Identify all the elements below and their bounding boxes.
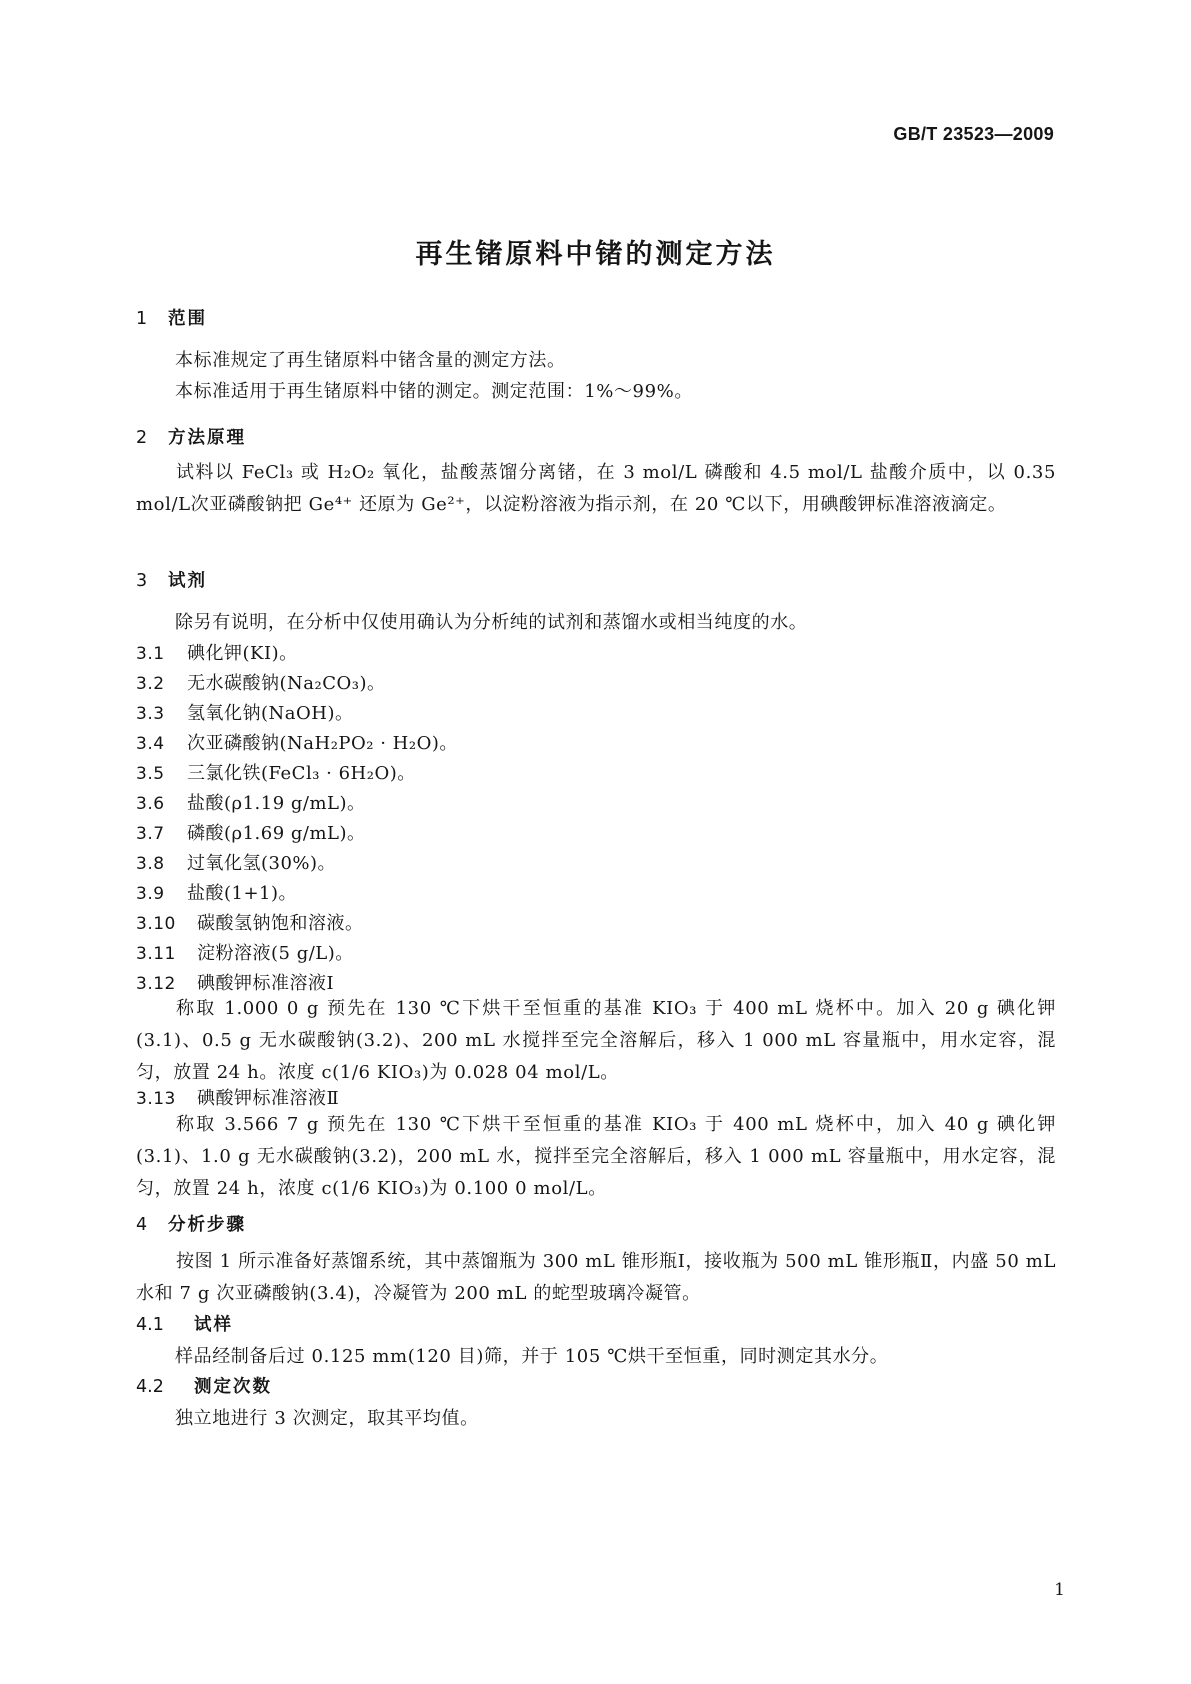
subsection-number: 4.2 [136, 1377, 164, 1397]
kio3-solution-2-description: 称取 3.566 7 g 预先在 130 ℃下烘干至恒重的基准 KIO₃ 于 400 mL 烧杯中，加入 40 g 碘化钾(3.1)、1.0 g 无水碳酸钠(3.2)，200 mL 水，搅拌至完全溶解后，移入 1 000 mL 容量瓶中，用水定容，混匀，放置 24 h，浓度 c(1/6 KIO₃)为 0.100 0 mol/L。 [136, 1114, 1056, 1199]
reagent-item [136, 969, 334, 995]
reagent-item [136, 909, 364, 935]
reagent-number: 3.5 [136, 764, 165, 784]
sample-paragraph: 样品经制备后过 0.125 mm(120 目)筛，并于 105 ℃烘干至恒重，同时测定其水分。 [175, 1346, 889, 1367]
scope-paragraph-1: 本标准规定了再生锗原料中锗含量的测定方法。 [175, 350, 566, 371]
reagent-text: 淀粉溶液(5 g/L)。 [197, 943, 354, 964]
subsection-number: 4.1 [136, 1315, 164, 1335]
reagent-item [136, 939, 354, 965]
reagent-number: 3.10 [136, 914, 176, 934]
subsection-title: 试样 [194, 1315, 233, 1335]
determinations-paragraph: 独立地进行 3 次测定，取其平均值。 [175, 1408, 479, 1429]
reagent-text: 碘酸钾标准溶液Ⅰ [197, 973, 335, 994]
reagent-item [136, 759, 416, 785]
reagent-text: 氢氧化钠(NaOH)。 [187, 703, 354, 724]
reagent-text: 盐酸(1+1)。 [187, 883, 298, 904]
reagent-text: 碘酸钾标准溶液Ⅱ [197, 1088, 340, 1109]
reagent-number: 3.8 [136, 854, 165, 874]
reagent-text: 过氧化氢(30%)。 [187, 853, 337, 874]
reagent-number: 3.11 [136, 944, 176, 964]
analysis-intro-paragraph: 按图 1 所示准备好蒸馏系统，其中蒸馏瓶为 300 mL 锥形瓶Ⅰ，接收瓶为 500 mL 锥形瓶Ⅱ，内盛 50 mL水和 7 g 次亚磷酸钠(3.4)，冷凝管为 200 mL 的蛇型玻璃冷凝管。 [136, 1251, 1056, 1304]
reagent-number: 3.3 [136, 704, 165, 724]
scope-paragraph-2: 本标准适用于再生锗原料中锗的测定。测定范围：1%～99%。 [175, 381, 693, 402]
reagent-number: 3.4 [136, 734, 165, 754]
reagent-text: 三氯化铁(FeCl₃ · 6H₂O)。 [187, 763, 416, 784]
reagent-item [136, 819, 366, 845]
reagent-text: 盐酸(ρ1.19 g/mL)。 [187, 793, 366, 814]
reagent-number: 3.12 [136, 974, 176, 994]
subsection-title: 测定次数 [194, 1377, 272, 1397]
section-title: 分析步骤 [168, 1215, 246, 1235]
section-1-heading [136, 305, 207, 330]
reagent-number: 3.13 [136, 1089, 176, 1109]
section-4-heading [136, 1211, 246, 1236]
reagent-text: 碳酸氢钠饱和溶液。 [197, 913, 364, 934]
subsection-4-1-heading [136, 1311, 233, 1336]
reagent-number: 3.9 [136, 884, 165, 904]
document-title: 再生锗原料中锗的测定方法 [415, 239, 776, 270]
section-number: 2 [136, 428, 148, 448]
reagent-item [136, 699, 353, 725]
section-3-heading [136, 567, 207, 592]
page-number: 1 [1054, 1580, 1065, 1600]
section-title: 范围 [168, 309, 207, 329]
reagent-text: 碘化钾(KI)。 [187, 643, 298, 664]
section-number: 4 [136, 1215, 148, 1235]
reagents-intro: 除另有说明，在分析中仅使用确认为分析纯的试剂和蒸馏水或相当纯度的水。 [175, 612, 808, 633]
section-2-heading [136, 424, 246, 449]
section-title: 试剂 [168, 571, 207, 591]
reagent-item [136, 639, 298, 665]
reagent-item [136, 729, 458, 755]
reagent-item [136, 879, 297, 905]
kio3-solution-1-description: 称取 1.000 0 g 预先在 130 ℃下烘干至恒重的基准 KIO₃ 于 400 mL 烧杯中。加入 20 g 碘化钾(3.1)、0.5 g 无水碳酸钠(3.2)、200 mL 水搅拌至完全溶解后，移入 1 000 mL 容量瓶中，用水定容，混匀，放置 24 h。浓度 c(1/6 KIO₃)为 0.028 04 mol/L。 [136, 998, 1056, 1083]
section-number: 1 [136, 309, 148, 329]
subsection-4-2-heading [136, 1373, 272, 1398]
document-code: GB/T 23523—2009 [893, 124, 1054, 144]
reagent-item [136, 1084, 339, 1110]
reagent-number: 3.2 [136, 674, 165, 694]
reagent-item [136, 669, 386, 695]
reagent-text: 磷酸(ρ1.69 g/mL)。 [187, 823, 366, 844]
principle-paragraph: 试料以 FeCl₃ 或 H₂O₂ 氧化，盐酸蒸馏分离锗，在 3 mol/L 磷酸和 4.5 mol/L 盐酸介质中，以 0.35 mol/L次亚磷酸钠把 Ge⁴⁺ 还原为 Ge²⁺，以淀粉溶液为指示剂，在 20 ℃以下，用碘酸钾标准溶液滴定。 [136, 462, 1056, 515]
reagent-number: 3.6 [136, 794, 165, 814]
reagent-number: 3.1 [136, 644, 165, 664]
reagent-item [136, 789, 366, 815]
section-title: 方法原理 [168, 428, 246, 448]
reagent-text: 无水碳酸钠(Na₂CO₃)。 [187, 673, 386, 694]
section-number: 3 [136, 571, 148, 591]
reagent-number: 3.7 [136, 824, 165, 844]
reagent-item [136, 849, 336, 875]
reagent-text: 次亚磷酸钠(NaH₂PO₂ · H₂O)。 [187, 733, 458, 754]
